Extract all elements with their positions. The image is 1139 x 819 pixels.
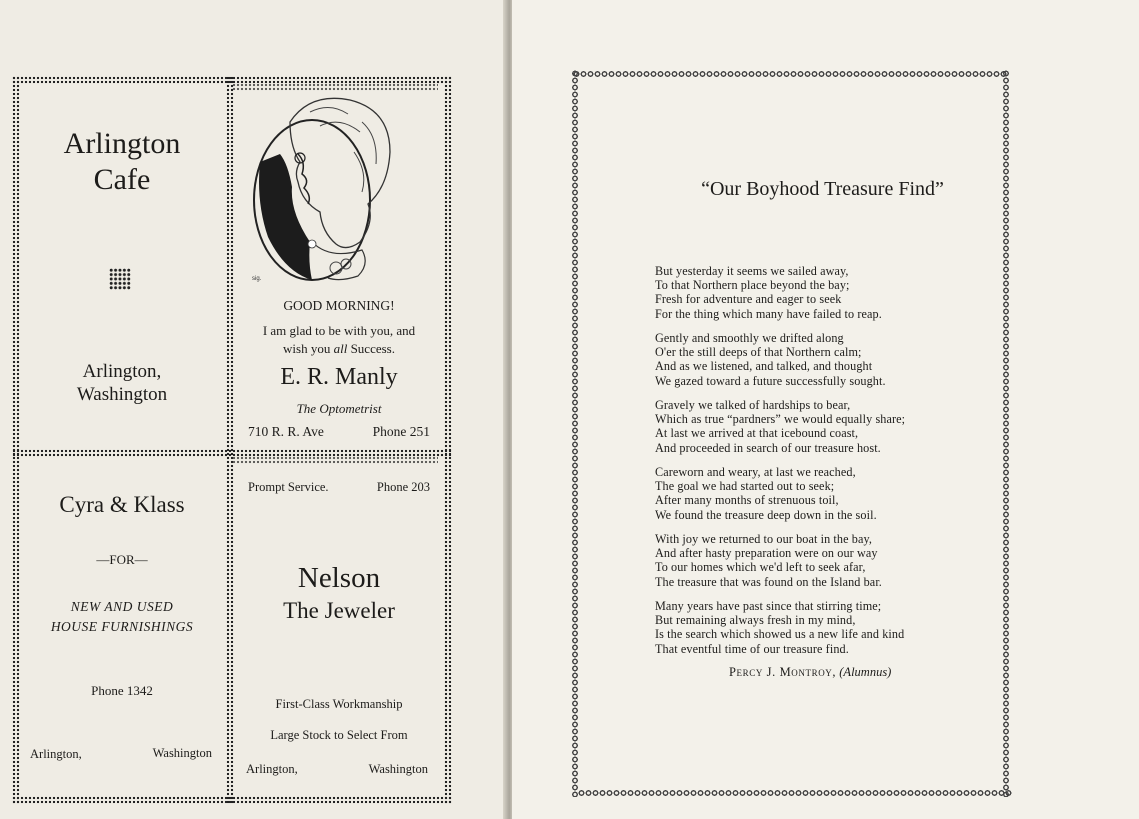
cyra-name: Cyra & Klass: [59, 492, 185, 517]
manly-message-line1: I am glad to be with you, and: [262, 323, 416, 338]
border-center: [226, 76, 234, 804]
cafe-name-line1: Arlington: [63, 127, 181, 160]
cafe-location-line2: Washington: [76, 384, 168, 405]
stanza-3: [655, 398, 905, 455]
poem-line: Gravely we talked of hardships to bear,: [655, 398, 851, 412]
author-name: Percy J. Montroy,: [729, 665, 837, 679]
cyra-klass-ad: [20, 458, 224, 794]
nelson-ad: [236, 465, 442, 793]
cyra-goods-line1: NEW AND USED: [70, 599, 174, 614]
manly-phone: Phone 251: [372, 424, 430, 439]
poem-line: To that Northern place beyond the bay;: [655, 278, 850, 293]
nelson-city: Arlington,: [246, 762, 298, 776]
manly-greeting: GOOD MORNING!: [283, 298, 395, 313]
manly-message-em: all: [333, 341, 348, 356]
poem-line: Which as true “pardners” we would equally share;: [655, 412, 906, 427]
right-page: [512, 0, 1139, 819]
nelson-workmanship: First-Class Workmanship: [275, 697, 403, 711]
poem-line: The treasure that was found on the Island bar.: [655, 574, 882, 589]
cyra-city: Arlington,: [30, 747, 82, 761]
nelson-phone: Phone 203: [376, 480, 430, 494]
manly-ad: [236, 90, 442, 446]
cafe-location-line1: Arlington,: [82, 361, 162, 382]
poem-line: With joy we returned to our boat in the bay,: [655, 532, 873, 546]
poem-line: We gazed toward a future successfully sought.: [655, 373, 886, 388]
manly-message-line2: [236, 341, 442, 357]
poem-line: And after hasty preparation were on our way: [655, 546, 878, 561]
poem-line: Careworn and weary, at last we reached,: [655, 465, 856, 479]
nelson-name: Nelson: [297, 562, 381, 594]
poem-line: To our homes which we'd left to seek afar,: [655, 560, 866, 575]
poem-line: We found the treasure deep down in the soil.: [655, 507, 877, 522]
manly-message-post: Success.: [347, 341, 395, 356]
poem-line: At last we arrived at that icebound coast,: [655, 426, 859, 441]
poem-line: That eventful time of our treasure find.: [655, 641, 849, 656]
stanza-2: [655, 331, 886, 388]
nelson-state: Washington: [368, 762, 428, 776]
poem-line: And as we listened, and talked, and thought: [655, 359, 873, 374]
border-right: [444, 76, 452, 804]
poem-line: For the thing which many have failed to reap.: [655, 306, 882, 321]
stanza-6: [655, 599, 904, 656]
left-page: [0, 0, 508, 819]
checker-ornament-icon: [109, 268, 131, 290]
poem-line: But yesterday it seems we sailed away,: [655, 264, 849, 278]
manly-address: 710 R. R. Ave: [248, 424, 324, 439]
poem-line: Gently and smoothly we drifted along: [655, 331, 844, 345]
poem-author: [729, 665, 891, 680]
poem-line: Fresh for adventure and eager to seek: [655, 292, 842, 307]
stanza-5: [655, 532, 882, 589]
arlington-cafe-ad: [20, 86, 224, 446]
cafe-name-line2: Cafe: [93, 163, 151, 196]
poem-line: Many years have past since that stirring time;: [655, 599, 882, 613]
poem-line: O'er the still deeps of that Northern calm;: [655, 345, 862, 360]
manly-title: The Optometrist: [296, 401, 382, 416]
nelson-title: The Jeweler: [283, 598, 395, 623]
author-note: (Alumnus): [839, 665, 892, 679]
poem-title: “Our Boyhood Treasure Find”: [701, 178, 944, 200]
poem-line: But remaining always fresh in my mind,: [655, 613, 856, 628]
manly-message-pre: wish you: [283, 341, 334, 356]
poem-line: The goal we had started out to seek;: [655, 479, 835, 494]
nelson-service: Prompt Service.: [248, 480, 329, 494]
poem-line: After many months of strenuous toil,: [655, 493, 839, 508]
border-left: [12, 76, 20, 804]
ring-border-top: [573, 70, 1007, 78]
stanza-1: [655, 264, 882, 321]
ring-border-bottom: [578, 789, 1012, 797]
poem-line: Is the search which showed us a new life and kind: [655, 627, 905, 642]
cyra-phone: Phone 1342: [91, 683, 153, 698]
svg-text:sig.: sig.: [252, 276, 262, 282]
stanza-4: [655, 465, 877, 522]
inner-mid-right: [232, 456, 438, 464]
nelson-stock: Large Stock to Select From: [270, 728, 408, 742]
cyra-goods-line2: HOUSE FURNISHINGS: [50, 619, 194, 634]
poem-line: And proceeded in search of our treasure host.: [655, 440, 881, 455]
manly-name: E. R. Manly: [280, 364, 398, 390]
cyra-for: —FOR—: [96, 552, 148, 567]
woman-portrait-illustration: [250, 92, 400, 288]
cyra-state: Washington: [152, 746, 212, 760]
